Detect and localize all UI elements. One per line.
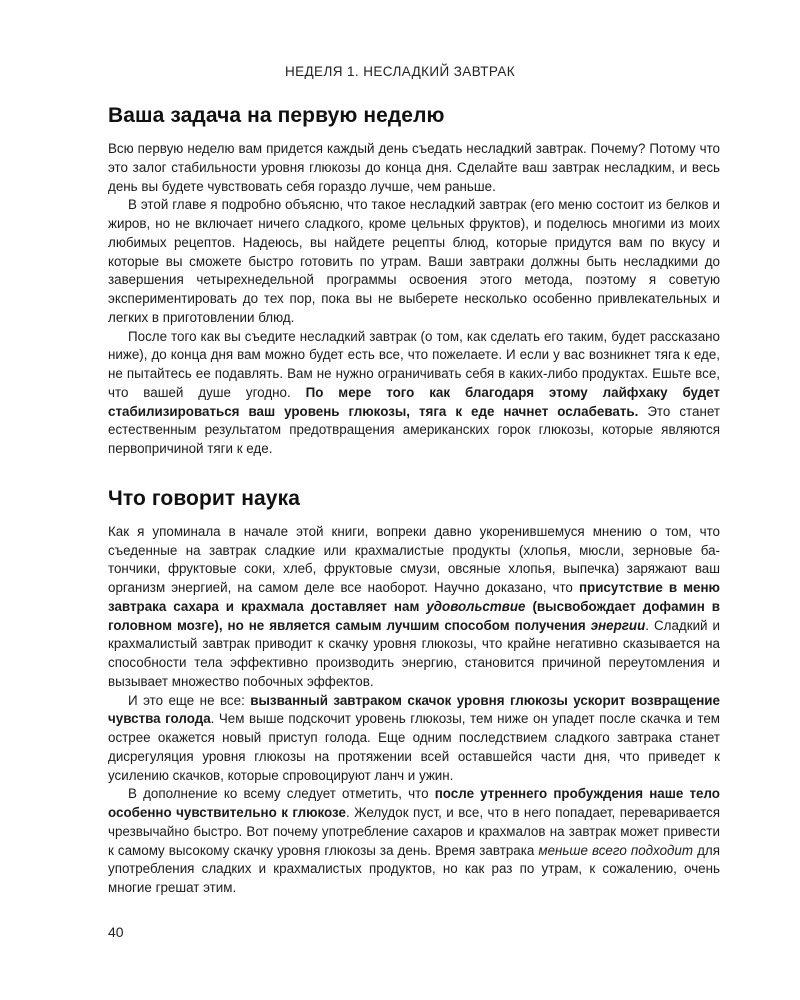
italic-text: меньше всего подходит xyxy=(538,842,694,858)
text-run: В дополнение ко всему следует отметить, что xyxy=(128,786,429,802)
bold-text: вызванный завтраком скачок уровня глюкозы ускорит возвращение чувства голода xyxy=(108,692,720,727)
running-header: НЕДЕЛЯ 1. НЕСЛАДКИЙ ЗАВТРАК xyxy=(284,64,516,79)
text-run: . Желудок пуст, и все, что в него попадает, переваривается чрезвычайно быстро. Вот почему употребление сахаров и крахмалов на завтрак может привести к самому высокому скачку уровня глюкозы за день. Время завтрака xyxy=(108,805,720,858)
page-number: 40 xyxy=(108,924,124,940)
section-title-science: Что говорит наука xyxy=(108,486,300,510)
paragraph xyxy=(108,785,720,898)
bold-italic-text: энергии xyxy=(590,617,646,633)
text-run: . Сладкий и крахмалистый завтрак приводит к скачку уровня глюкозы, что крайне негативно сказывается на способности тела эффективно производить энергию, становится причиной переутомления и вызывает множество побочных эффектов. xyxy=(108,617,720,689)
text-run: (высвобождает дофамин в головном мозге), но не является самым лучшим способом получения xyxy=(108,598,720,633)
text-run: присутствие в меню завтрака сахара и крахмала доставляет нам xyxy=(108,580,720,614)
paragraph: Всю первую неделю вам придется каждый день съедать несладкий завтрак. Почему? Потому что это залог стабильности уровня глюкозы до конца дня. Сделайте ваш завтрак несладким, и весь день вы будете чувствовать себя гораздо лучше, чем раньше. xyxy=(108,141,720,194)
bold-text: По мере того как благодаря этому лайфхаку будет стабилизироваться ваш уровень глюкозы, тяга к еде начнет ослабевать. xyxy=(108,384,720,419)
section-title-first-week-task: Ваша задача на первую неделю xyxy=(108,104,445,127)
text-run: Это станет естественным результатом предотвращения американских горок глюкозы, которые являются первопричиной тяги к еде. xyxy=(108,403,720,456)
paragraph: В этой главе я подробно объясню, что такое несладкий завтрак (его меню состоит из белков и жиров, но не включает ничего сладкого, кроме цельных фруктов), и поделюсь многими из моих любимых рецептов. Надеюсь, вы найдете рецепты блюд, которые придутся вам по вкусу и которые вы сможете быстро готовить по утрам. Ваши завтраки должны быть несладкими до завершения четырехнедельной программы освоения этого метода, поэтому я советую экспериментировать до тех пор, пока вы не выберете несколько особенно привлекательных и легких в приготовлении блюд. xyxy=(108,197,720,325)
paragraph xyxy=(108,328,720,459)
text-run: И это еще не все: xyxy=(128,692,245,708)
text-run: Как я упоминала в начале этой книги, вопреки давно укоренившемуся мнению о том, что съеденные на завтрак сладкие или крахмалистые продукты (хлопья, мюсли, зерновые батончики, фруктовые соки, хлеб, фруктовые смузи, овсяные хлопья, выпечка) заряжают ваш организм энергией, на самом деле все наоборот. Научно доказано, что xyxy=(108,523,720,595)
page-content xyxy=(108,102,720,898)
bold-text: после утреннего пробуждения наше тело особенно чувствительно к глюкозе xyxy=(108,786,720,820)
text-run: . Чем выше подскочит уровень глюкозы, тем ниже он упадет после скачка и тем острее окажется новый приступ голода. Еще одним последствием сладкого завтрака станет дисрегуляция уровня глюкозы на протяжении всей оставшейся части дня, что приведет к усилению скачков, которые спровоцируют ланч и ужин. xyxy=(108,711,720,783)
paragraph xyxy=(108,692,720,786)
text-run: После того как вы съедите несладкий завтрак (о том, как сделать его таким, будет рассказано ниже), до конца дня вам можно будет есть все, что пожелаете. И если у вас возникнет тяга к еде, не пытайтесь ее подавлять. Вам не нужно ограничивать себя в каких-либо продуктах. Ешьте все, что вашей душе угодно. xyxy=(108,328,720,400)
bold-italic-text: удовольствие xyxy=(426,598,526,614)
text-run: для употребления сладких и крахмалистых продуктов, но как раз по утрам, к сожалению, очень многие грешат этим. xyxy=(108,842,720,895)
paragraph xyxy=(108,523,720,692)
